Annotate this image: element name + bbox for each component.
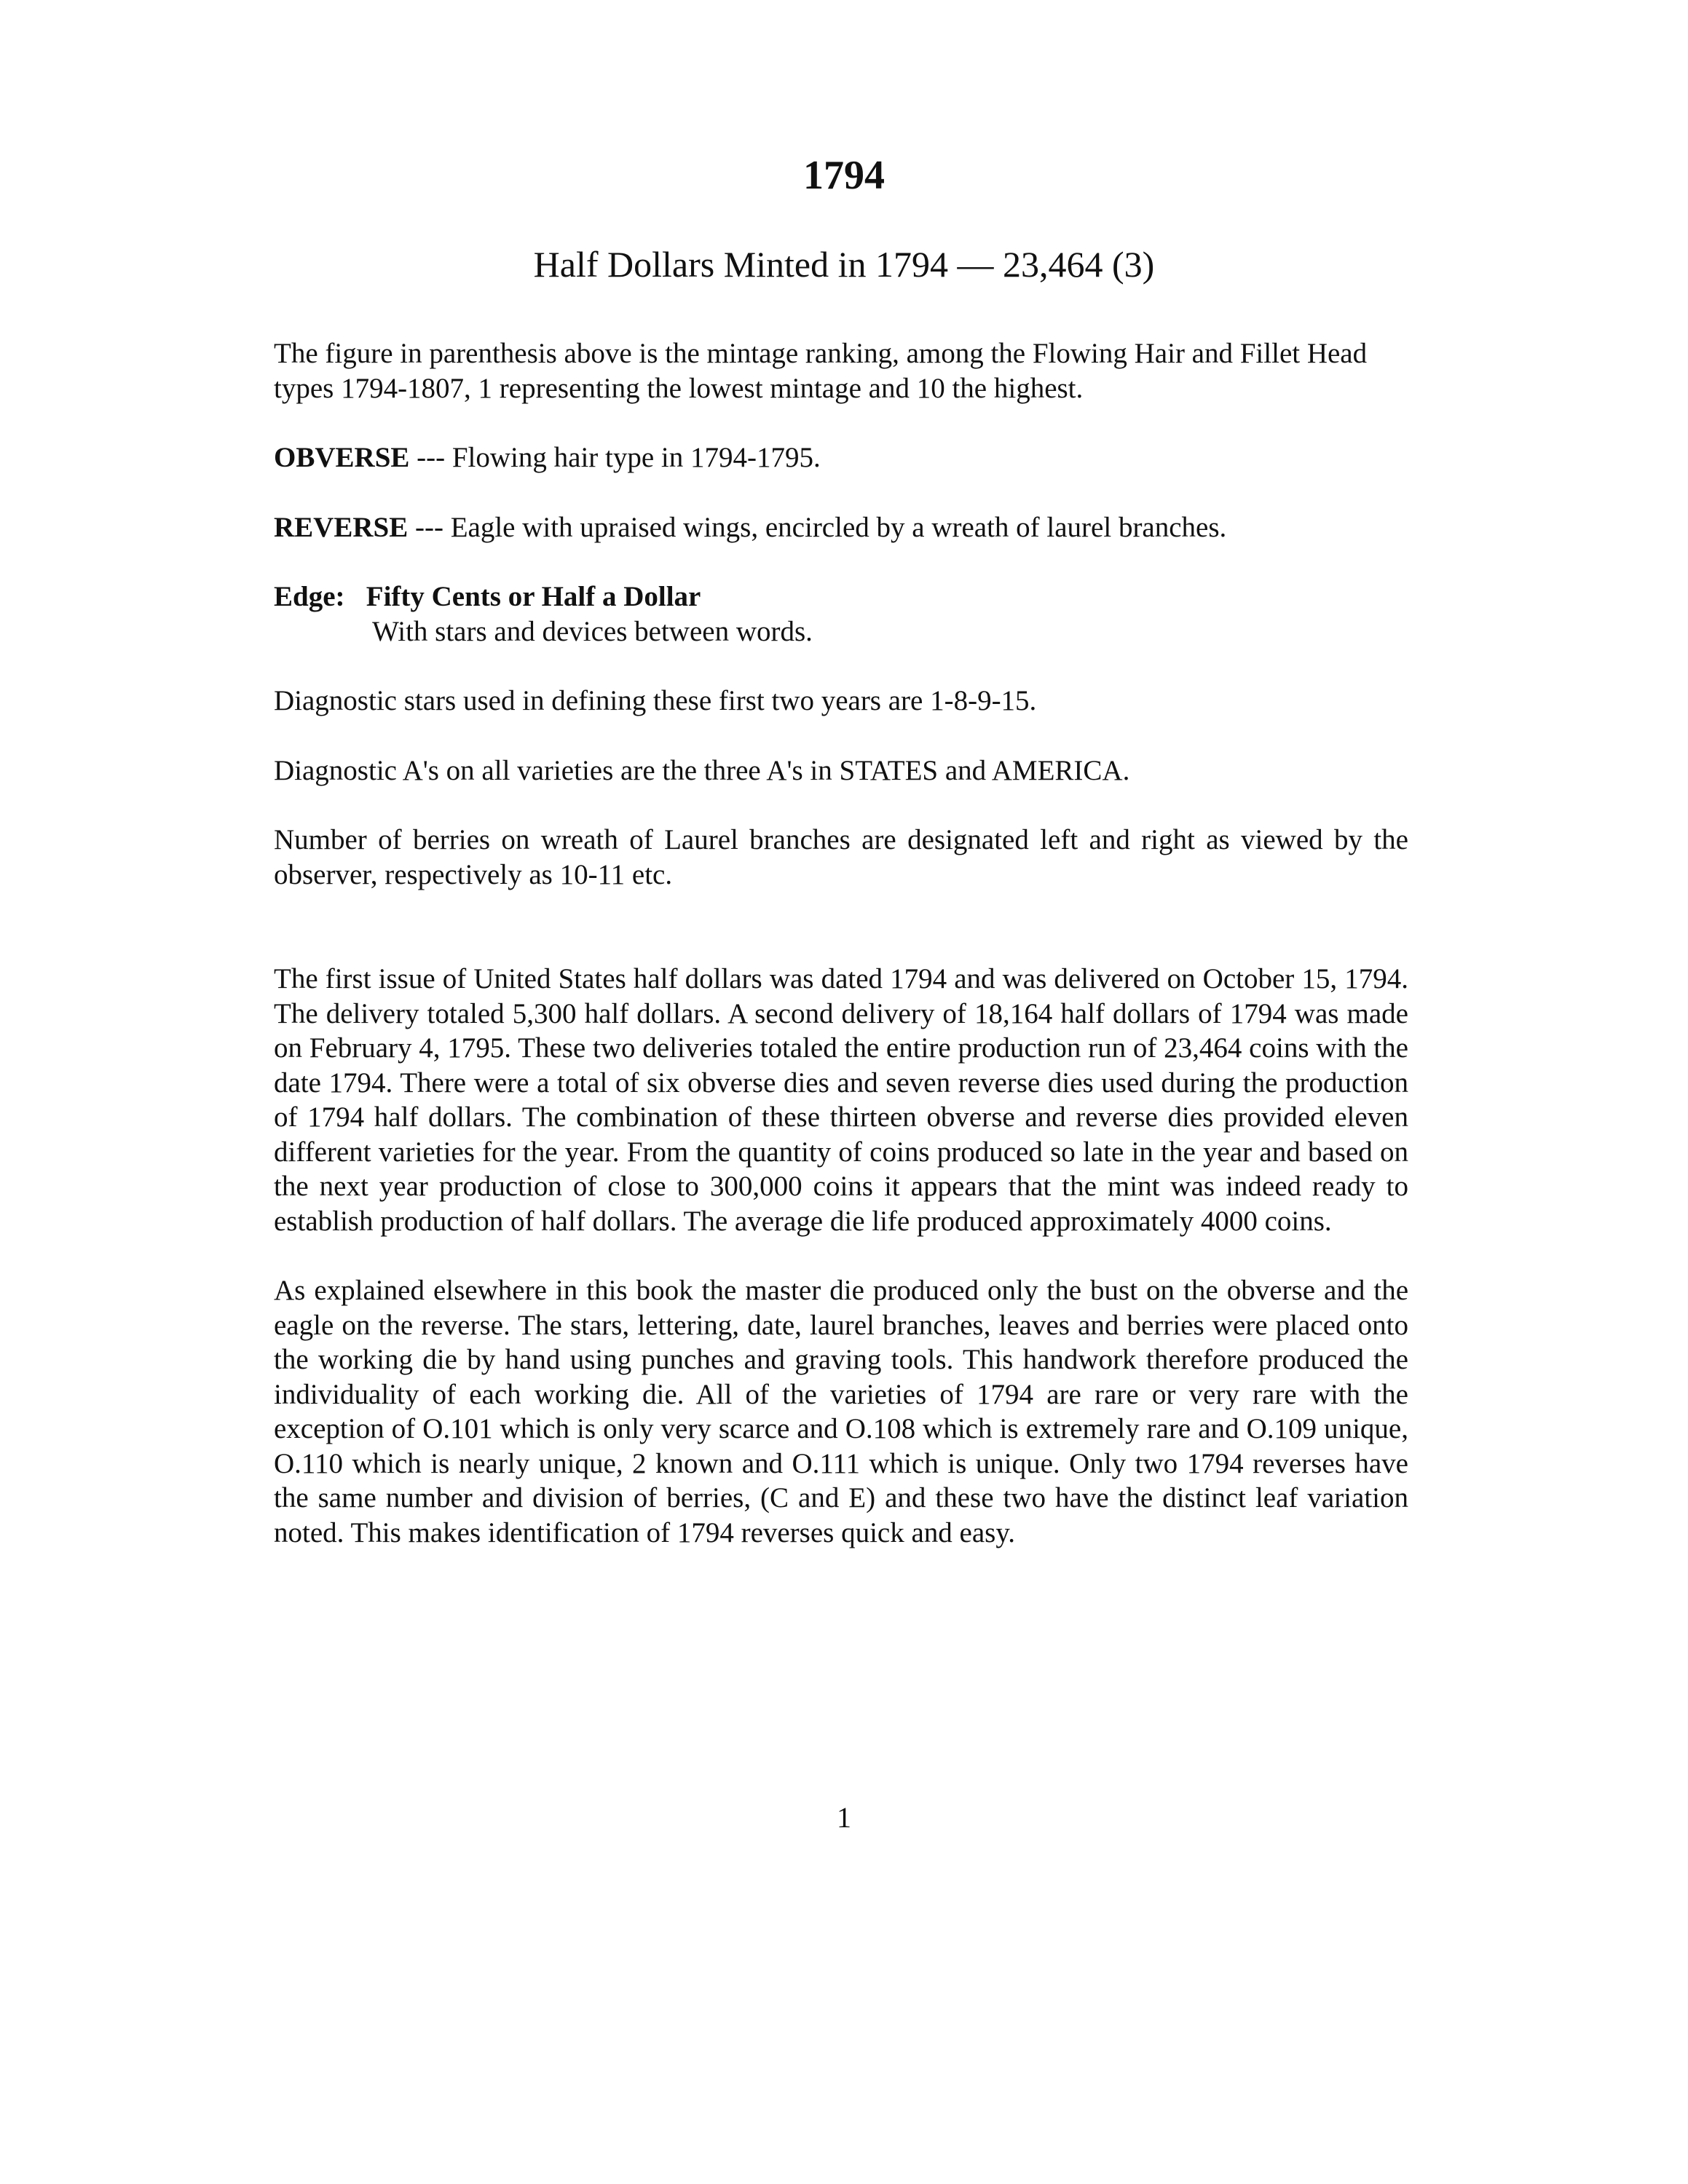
reverse-label: REVERSE — [274, 511, 409, 543]
diagnostic-stars-note: Diagnostic stars used in defining these first two years are 1-8-9-15. — [274, 685, 1037, 716]
page-number: 1 — [837, 1801, 851, 1834]
edge-value: Fifty Cents or Half a Dollar — [366, 581, 701, 612]
berries-note: Number of berries on wreath of Laurel branches are designated left and right as viewed by the observer, respectively as 10-11 etc. — [274, 824, 1408, 890]
reverse-line — [274, 510, 1408, 545]
die-varieties-paragraph: As explained elsewhere in this book the master die produced only the bust on the obverse and the eagle on the reverse. The stars, lettering, date, laurel branches, leaves and berries were placed onto the working die by hand using punches and graving tools. This handwork therefore produced the individuality of each working die. All of the varieties of 1794 are rare or very rare with the exception of O.101 which is only very scarce and O.108 which is extremely rare and O.109 unique, O.110 which is nearly unique, 2 known and O.111 which is unique. Only two 1794 reverses have the same number and division of berries, (C and E) and these two have the distinct leaf variation noted. This makes identification of 1794 reverses quick and easy. — [274, 1275, 1408, 1548]
edge-detail: With stars and devices between words. — [372, 615, 813, 647]
reverse-text: --- Eagle with upraised wings, encircled by a wreath of laurel branches. — [408, 511, 1227, 543]
edge-line — [274, 579, 1408, 614]
diagnostic-as-note: Diagnostic A's on all varieties are the three A's in STATES and AMERICA. — [274, 754, 1130, 786]
obverse-text: --- Flowing hair type in 1794-1795. — [409, 442, 821, 473]
mintage-note-paragraph: The figure in parenthesis above is the mintage ranking, among the Flowing Hair and Fillet Head types 1794-1807, 1 representing the lowest mintage and 10 the highest. — [274, 338, 1368, 404]
document-body — [274, 336, 1408, 1550]
obverse-line — [274, 440, 1408, 475]
edge-label: Edge: — [274, 581, 345, 612]
obverse-label: OBVERSE — [274, 442, 410, 473]
history-paragraph: The first issue of United States half dollars was dated 1794 and was delivered on October 15, 1794. The delivery totaled 5,300 half dollars. A second delivery of 18,164 half dollars of 1794 was made on February 4, 1795. These two deliveries totaled the entire production run of 23,464 coins with the date 1794. There were a total of six obverse dies and seven reverse dies used during the production of 1794 half dollars. The combination of these thirteen obverse and reverse dies provided eleven different varieties for the year. From the quantity of coins produced so late in the year and based on the next year production of close to 300,000 coins it appears that the mint was indeed ready to establish production of half dollars. The average die life produced approximately 4000 coins. — [274, 963, 1408, 1237]
page-title: 1794 — [803, 153, 885, 198]
page-subtitle: Half Dollars Minted in 1794 — 23,464 (3) — [533, 244, 1155, 285]
